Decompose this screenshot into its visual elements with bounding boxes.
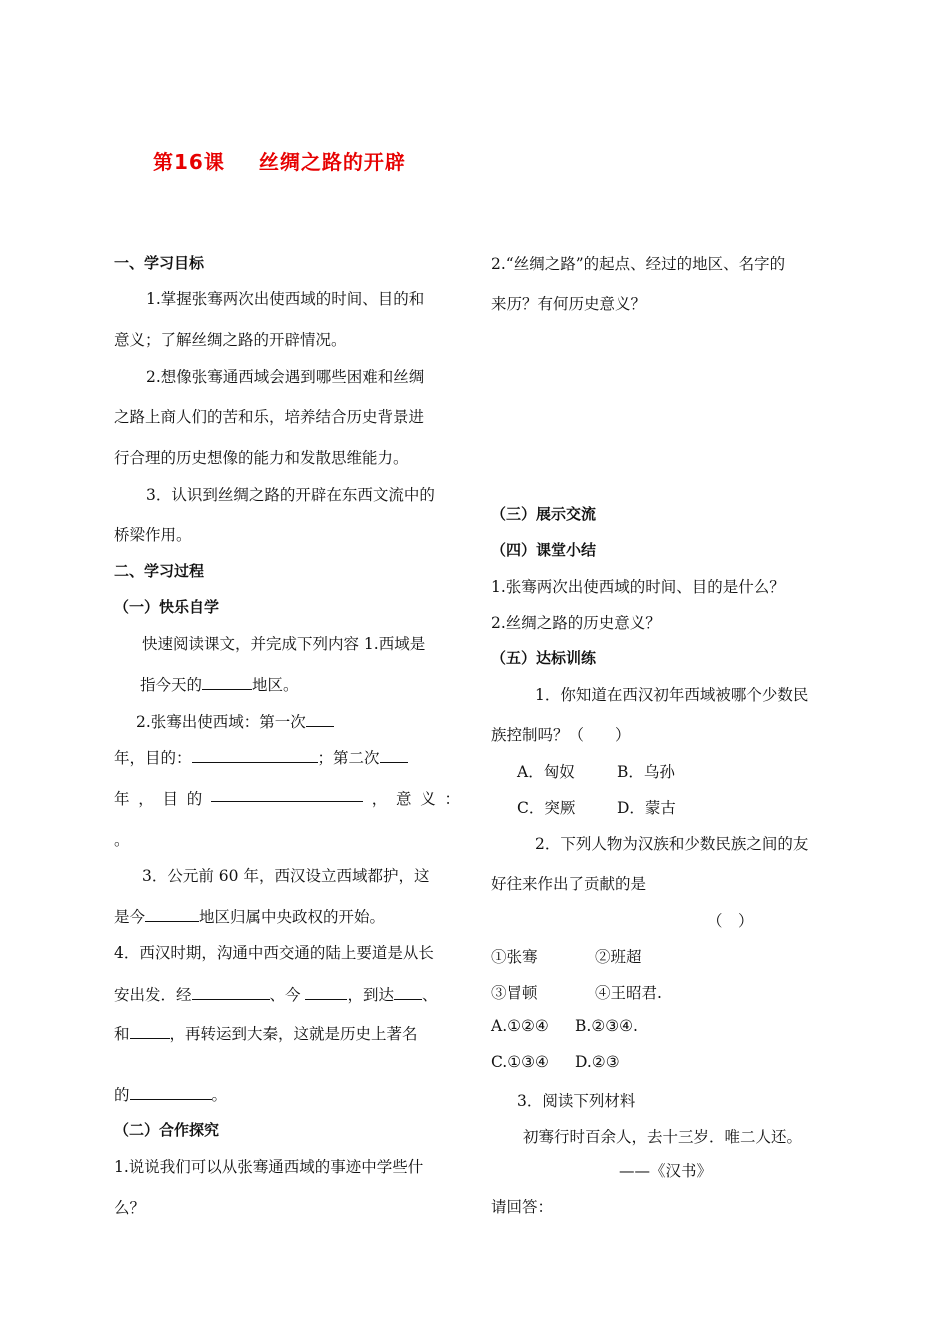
goal-2-line-2: 之路上商人们的苦和乐，培养结合历史背景进 xyxy=(114,408,425,426)
practice-2-person-2: ②班超 xyxy=(595,948,642,966)
practice-1-option-d: D．蒙古 xyxy=(617,799,676,817)
practice-1-line-2: 族控制吗？（ ） xyxy=(491,726,631,744)
question-2-line-1: 2.张骞出使西域：第一次 xyxy=(136,710,334,732)
subsection-share-heading: （三）展示交流 xyxy=(491,505,597,523)
practice-2-line-1: 2．下列人物为汉族和少数民族之间的友 xyxy=(535,835,809,853)
subsection-self-study-heading: （一）快乐自学 xyxy=(114,598,220,616)
subsection-explore-heading: （二）合作探究 xyxy=(114,1121,220,1139)
summary-question-2: 2.丝绸之路的历史意义？ xyxy=(491,614,661,632)
explore-question-1-line-1: 1.说说我们可以从张骞通西域的事迹中学些什 xyxy=(114,1158,424,1176)
question-4-line-4: 的 。 xyxy=(114,1086,228,1104)
goal-1-line-1: 1.掌握张骞两次出使西域的时间、目的和 xyxy=(146,290,425,308)
goal-1-line-2: 意义；了解丝绸之路的开辟情况。 xyxy=(114,331,347,349)
blank-second-mission-year[interactable] xyxy=(380,748,408,763)
blank-route-famous-name[interactable] xyxy=(130,1085,212,1100)
practice-2-answer-paren: （ ） xyxy=(707,912,754,930)
subsection-practice-heading: （五）达标训练 xyxy=(491,649,597,667)
explore-question-2-line-2: 来历？有何历史意义？ xyxy=(491,295,647,313)
explore-question-1-line-2: 么？ xyxy=(114,1199,146,1217)
practice-1-option-c: C．突厥 xyxy=(517,799,576,817)
blank-second-mission-purpose[interactable] xyxy=(211,787,363,802)
goal-2-line-1: 2.想像张骞通西域会遇到哪些困难和丝绸 xyxy=(146,368,425,386)
practice-3-quote: 初骞行时百余人，去十三岁．唯二人还。 xyxy=(523,1128,803,1146)
practice-2-line-2: 好往来作出了贡献的是 xyxy=(491,875,647,893)
question-2-line-4: 。 xyxy=(114,831,130,849)
subsection-summary-heading: （四）课堂小结 xyxy=(491,541,597,559)
lesson-name: 丝绸之路的开辟 xyxy=(258,150,406,174)
practice-2-person-1: ①张骞 xyxy=(491,948,538,966)
question-1-line-2: 指今天的 地区。 xyxy=(140,676,299,694)
practice-2-person-3: ③冒顿 xyxy=(491,984,538,1002)
blank-first-mission-purpose[interactable] xyxy=(192,748,318,763)
goal-2-line-3: 行合理的历史想像的能力和发散思维能力。 xyxy=(114,449,409,467)
practice-2-option-a: A.①②④ xyxy=(491,1017,549,1035)
summary-question-1: 1.张骞两次出使西域的时间、目的是什么？ xyxy=(491,578,785,596)
question-2-line-3: 年 ， 目 的 ， 意 义 ： xyxy=(114,787,460,809)
practice-2-option-d: D.②③ xyxy=(575,1053,620,1071)
practice-2-person-4: ④王昭君. xyxy=(595,984,662,1002)
practice-1-line-1: 1．你知道在西汉初年西域被哪个少数民 xyxy=(535,686,809,704)
blank-route-today[interactable] xyxy=(305,985,347,1000)
question-4-line-2: 安出发．经 、今 ，到达 、 xyxy=(114,986,438,1004)
question-4-line-3: 和 ，再转运到大秦，这就是历史上著名 xyxy=(114,1025,418,1043)
blank-region-central-rule[interactable] xyxy=(145,907,199,922)
question-3-line-2: 是今 地区归属中央政权的开始。 xyxy=(114,908,386,926)
page-title xyxy=(153,146,406,175)
question-1-line-1: 快速阅读课文，并完成下列内容 1.西域是 xyxy=(142,635,426,653)
blank-route-and[interactable] xyxy=(130,1024,170,1039)
practice-3-line-1: 3．阅读下列材料 xyxy=(517,1092,636,1110)
blank-xiyu-region[interactable] xyxy=(202,675,252,690)
explore-question-2-line-1: 2.“丝绸之路”的起点、经过的地区、名字的 xyxy=(491,255,786,273)
section-goals-heading: 一、学习目标 xyxy=(114,254,205,272)
question-3-line-1: 3．公元前 60 年，西汉设立西域都护，这 xyxy=(142,867,430,885)
goal-3-line-2: 桥梁作用。 xyxy=(114,526,192,544)
blank-route-reach[interactable] xyxy=(394,985,422,1000)
goal-3-line-1: 3．认识到丝绸之路的开辟在东西文流中的 xyxy=(146,486,435,504)
practice-1-option-a: A．匈奴 xyxy=(517,763,575,781)
practice-1-option-b: B．乌孙 xyxy=(617,763,675,781)
blank-route-via[interactable] xyxy=(192,985,270,1000)
question-2-line-2: 年，目的： ；第二次 xyxy=(114,746,408,768)
question-4-line-1: 4．西汉时期，沟通中西交通的陆上要道是从长 xyxy=(114,944,434,962)
practice-3-source: ——《汉书》 xyxy=(619,1162,713,1180)
practice-2-option-b: B.②③④. xyxy=(575,1017,638,1035)
section-process-heading: 二、学习过程 xyxy=(114,562,205,580)
lesson-number: 第16课 xyxy=(153,150,225,174)
practice-3-prompt: 请回答： xyxy=(491,1198,554,1216)
blank-first-mission-year[interactable] xyxy=(306,712,334,727)
practice-2-option-c: C.①③④ xyxy=(491,1053,549,1071)
